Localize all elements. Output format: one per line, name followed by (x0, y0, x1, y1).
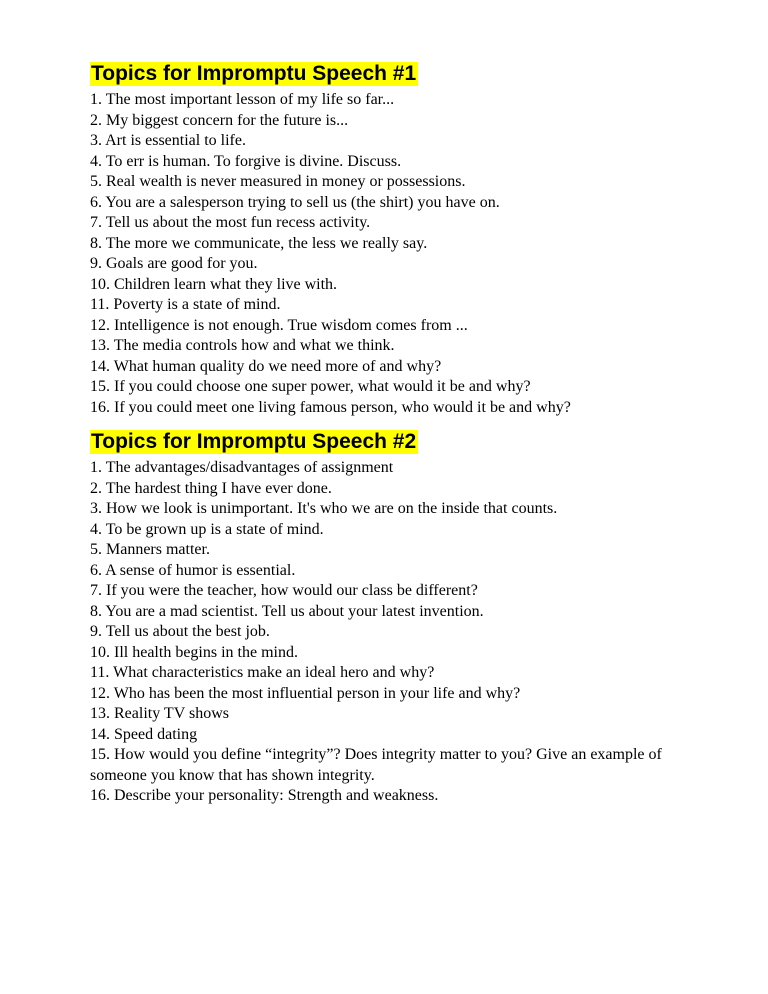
topic-item: 4. To err is human. To forgive is divine. Discuss. (90, 152, 402, 170)
topic-item: 13. Reality TV shows (90, 705, 229, 722)
topic-item: 5. Manners matter. (90, 541, 210, 558)
topic-item: 15. How would you define “integrity”? Does integrity matter to you? Give an example of someone you know that has shown integrity. (90, 746, 662, 784)
topic-item: 8. The more we communicate, the less we really say. (90, 234, 428, 252)
topic-item: 4. To be grown up is a state of mind. (90, 520, 324, 538)
topic-item: 11. What characteristics make an ideal hero and why? (90, 664, 435, 681)
topic-item: 9. Goals are good for you. (90, 255, 258, 272)
document-page (90, 62, 710, 807)
topic-item: 12. Intelligence is not enough. True wisdom comes from ... (90, 316, 468, 334)
speech-topics-section-2 (90, 430, 710, 807)
topic-item: 3. How we look is unimportant. It's who we are on the inside that counts. (90, 500, 558, 517)
topic-item: 8. You are a mad scientist. Tell us about your latest invention. (90, 602, 484, 620)
topic-item: 16. If you could meet one living famous person, who would it be and why? (90, 398, 571, 416)
topic-item: 16. Describe your personality: Strength and weakness. (90, 787, 439, 804)
topic-item: 5. Real wealth is never measured in money or possessions. (90, 173, 466, 190)
topic-item: 10. Children learn what they live with. (90, 275, 338, 293)
topic-item: 6. You are a salesperson trying to sell us (the shirt) you have on. (90, 193, 500, 211)
topic-item: 7. Tell us about the most fun recess activity. (90, 214, 371, 231)
section-heading: Topics for Impromptu Speech #1 (91, 62, 417, 85)
topic-item: 3. Art is essential to life. (90, 132, 246, 149)
topic-item: 7. If you were the teacher, how would our class be different? (90, 582, 478, 599)
topic-item: 12. Who has been the most influential person in your life and why? (90, 684, 521, 702)
topic-item: 2. My biggest concern for the future is... (90, 111, 349, 129)
topic-item: 9. Tell us about the best job. (90, 623, 270, 640)
speech-topics-section-1 (90, 62, 710, 418)
topic-list (90, 458, 710, 807)
topic-item: 10. Ill health begins in the mind. (90, 643, 298, 661)
topic-item: 1. The most important lesson of my life so far... (90, 91, 395, 108)
topic-item: 14. Speed dating (90, 725, 198, 743)
topic-item: 1. The advantages/disadvantages of assignment (90, 459, 394, 476)
topic-item: 6. A sense of humor is essential. (90, 561, 296, 579)
topic-item: 11. Poverty is a state of mind. (90, 296, 281, 313)
topic-item: 2. The hardest thing I have ever done. (90, 479, 332, 497)
topic-item: 14. What human quality do we need more of and why? (90, 357, 442, 375)
topic-item: 15. If you could choose one super power, what would it be and why? (90, 378, 531, 395)
topic-item: 13. The media controls how and what we think. (90, 337, 395, 354)
topic-list (90, 90, 710, 418)
section-heading: Topics for Impromptu Speech #2 (91, 430, 417, 453)
